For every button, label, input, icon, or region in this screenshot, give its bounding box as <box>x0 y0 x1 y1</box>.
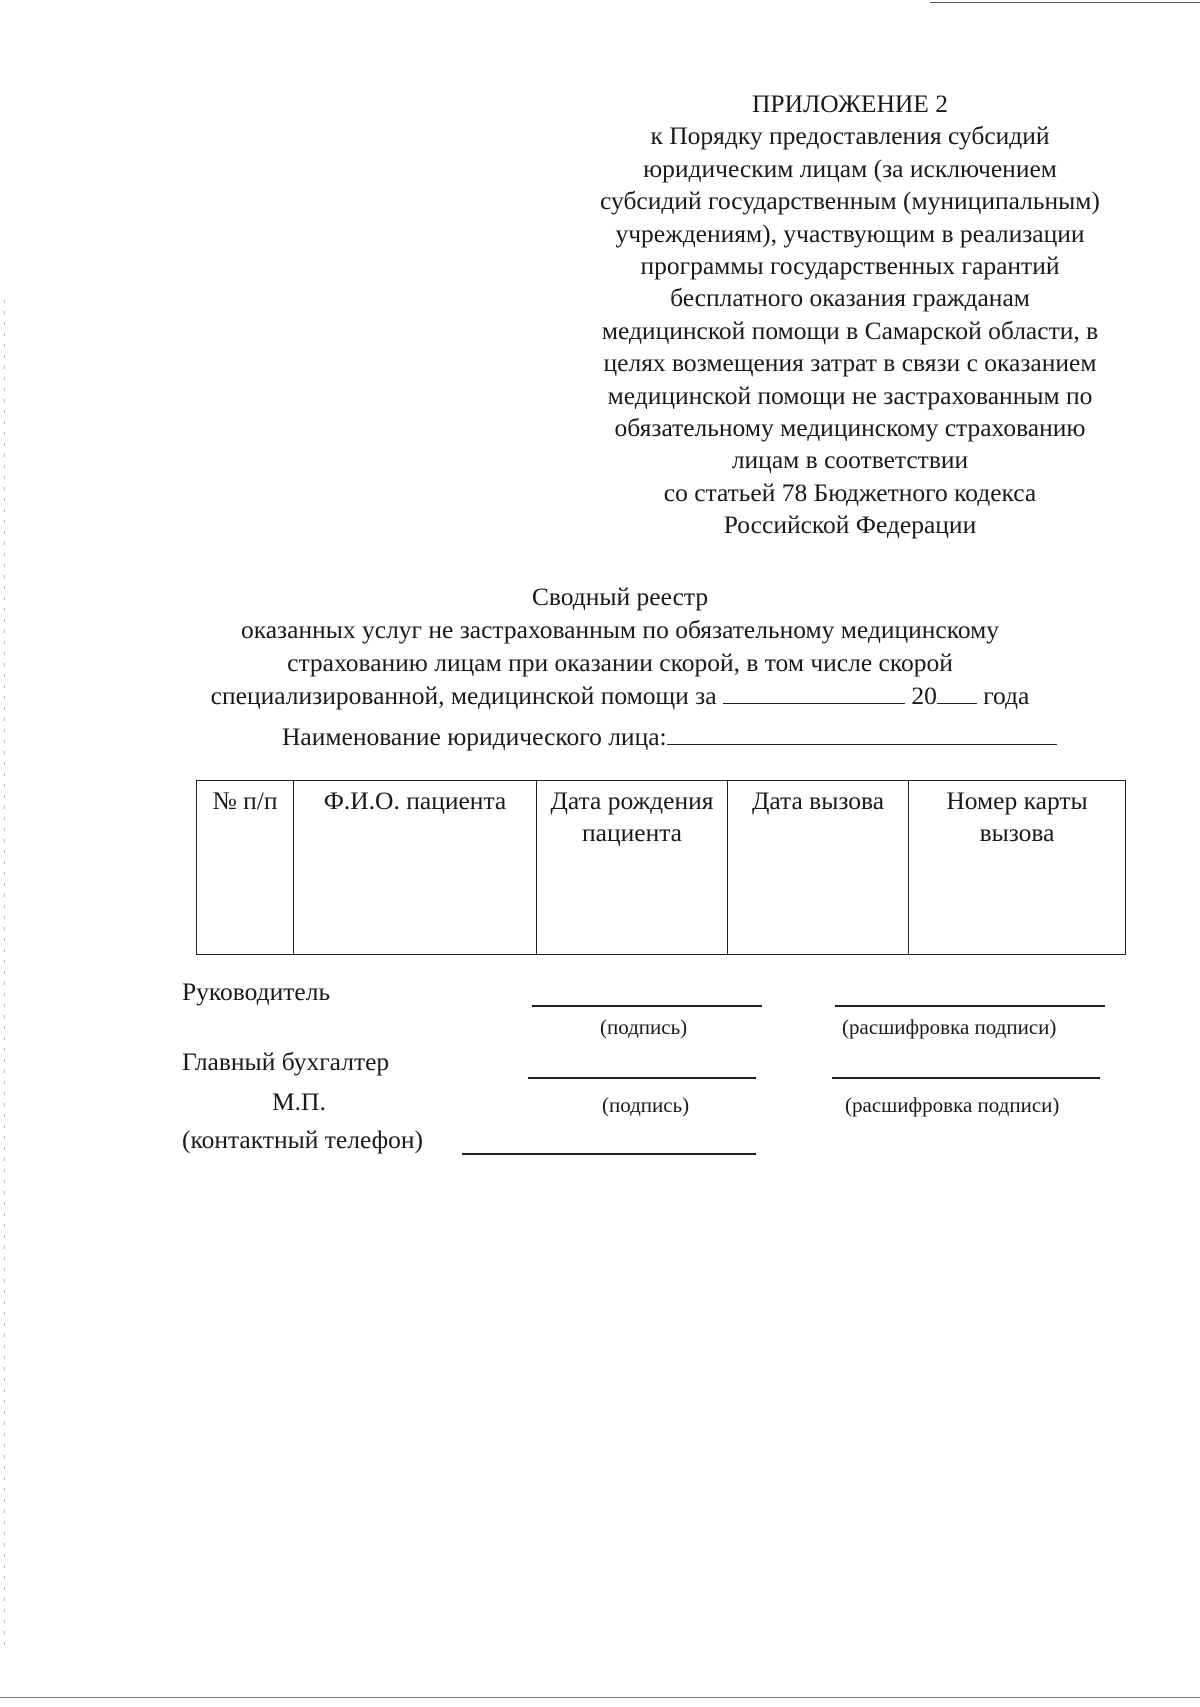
appendix-line: бесплатного оказания гражданам <box>670 283 1030 313</box>
head-label: Руководитель <box>182 977 331 1006</box>
appendix-line: программы государственных гарантий <box>640 251 1060 281</box>
entity-name-label: Наименование юридического лица: <box>282 722 667 751</box>
phone-line[interactable] <box>462 1153 756 1155</box>
appendix-line: целях возмещения затрат в связи с оказанием <box>603 348 1097 378</box>
signature-caption: (подпись) <box>602 1093 690 1117</box>
phone-label: (контактный телефон) <box>182 1125 423 1154</box>
appendix-line: Российской Федерации <box>723 510 977 540</box>
accountant-label: Главный бухгалтер <box>182 1047 390 1076</box>
scan-artifact-top <box>930 2 1200 3</box>
appendix-title: ПРИЛОЖЕНИЕ 2 <box>751 89 949 118</box>
period-blank[interactable] <box>723 681 905 704</box>
registry-heading <box>150 580 1090 712</box>
registry-title: Сводный реестр <box>531 582 709 611</box>
decode-caption: (расшифровка подписи) <box>842 1015 1057 1039</box>
head-signature-line[interactable] <box>532 1005 762 1007</box>
header-birth-date: Дата рождения пациента <box>537 781 728 955</box>
registry-table <box>196 780 1126 955</box>
head-decode-line[interactable] <box>835 1005 1105 1007</box>
appendix-line: учреждениям), участвующим в реализации <box>615 218 1085 248</box>
appendix-line: к Порядку предоставления субсидий <box>650 121 1050 151</box>
decode-caption: (расшифровка подписи) <box>845 1093 1060 1117</box>
appendix-line: медицинской помощи не застрахованным по <box>607 380 1093 410</box>
year-blank[interactable] <box>937 681 977 704</box>
year-prefix: 20 <box>911 681 937 710</box>
signature-caption: (подпись) <box>600 1015 688 1039</box>
entity-name-blank[interactable] <box>667 722 1057 745</box>
accountant-decode-line[interactable] <box>832 1077 1100 1079</box>
appendix-line: лицам в соответствии <box>731 445 969 475</box>
header-patient-name: Ф.И.О. пациента <box>294 781 537 955</box>
appendix-line: юридическим лицам (за исключением <box>643 153 1057 183</box>
accountant-signature-line[interactable] <box>528 1077 756 1079</box>
scan-artifact-edge <box>4 300 5 1650</box>
table-header-row <box>197 781 1126 955</box>
header-call-card-number: Номер карты вызова <box>909 781 1126 955</box>
registry-period-text: специализированной, медицинской помощи за <box>210 681 717 710</box>
appendix-header <box>540 88 1160 542</box>
appendix-line: обязательному медицинскому страхованию <box>614 413 1086 443</box>
appendix-line: субсидий государственным (муниципальным) <box>600 186 1100 216</box>
scan-artifact-bottom <box>0 1697 1200 1698</box>
appendix-line: со статьей 78 Бюджетного кодекса <box>663 477 1037 507</box>
year-suffix: года <box>983 681 1030 710</box>
registry-line: страхованию лицам при оказании скорой, в том числе скорой <box>287 648 953 677</box>
appendix-line: медицинской помощи в Самарской области, в <box>601 315 1099 345</box>
registry-period-line <box>150 679 1090 712</box>
stamp-label: М.П. <box>272 1087 326 1116</box>
header-call-date: Дата вызова <box>728 781 909 955</box>
header-number: № п/п <box>197 781 294 955</box>
registry-line: оказанных услуг не застрахованным по обязательному медицинскому <box>240 615 999 644</box>
entity-name-row <box>282 722 1057 752</box>
